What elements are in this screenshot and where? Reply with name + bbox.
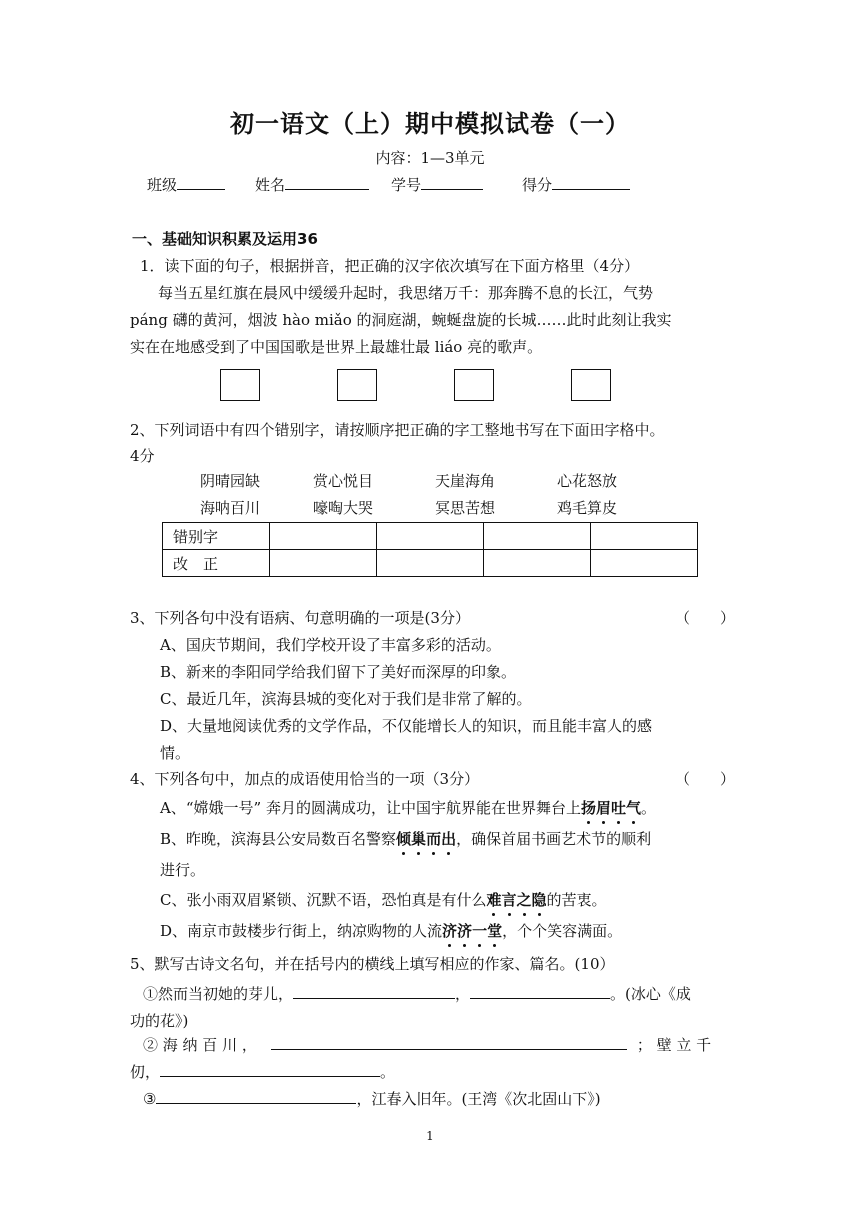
line-text: ③ [143,1090,157,1108]
row-label: 改 正 [163,550,270,577]
q5-line1 [143,983,691,1004]
option-text: ，确保首届书画艺术节的顺利 [456,830,652,848]
correction-table [162,522,698,577]
answer-cell[interactable] [484,523,591,550]
option-text: 的苦衷。 [546,891,607,909]
dotted-char: 吐 [610,799,626,817]
q1-stem: 1．读下面的句子，根据拼音，把正确的汉字依次填写在下面方格里（4分） [140,257,640,275]
q3-stem: 3、下列各句中没有语病、句意明确的一项是(3分） [130,609,470,627]
name-label: 姓名 [255,176,286,194]
dotted-char: 扬 [580,799,596,817]
word-item: 赏心悦目 [313,472,374,490]
q4-option-b-cont: 进行。 [160,861,206,879]
dotted-char: 巢 [411,830,427,848]
dotted-char: 出 [441,830,457,848]
q5-line2-cont [130,1061,395,1082]
answer-box-3[interactable] [454,369,494,401]
q2-stem: 2、下列词语中有四个错别字，请按顺序把正确的字工整地书写在下面田字格中。 [130,421,665,439]
answer-box-2[interactable] [337,369,377,401]
option-text: ，个个笑容满面。 [502,922,623,940]
dotted-char: 隐 [531,891,547,909]
line-text: 。(冰心《成 [610,985,691,1003]
q4-option-d [160,920,622,941]
answer-cell[interactable] [484,550,591,577]
q5-line2 [143,1034,711,1055]
class-blank [177,174,225,190]
fill-blank[interactable] [271,1034,627,1050]
student-id-field [391,174,483,195]
dotted-char: 济 [442,922,458,940]
option-text: A、“嫦娥一号” 奔月的圆满成功，让中国宇航界能在世界舞台上 [160,799,581,817]
dotted-char: 言 [501,891,517,909]
name-field [255,174,369,195]
word-item: 阴晴园缺 [200,472,261,490]
q4-option-c [160,889,607,910]
option-text: 。 [641,799,657,817]
score-field [522,174,630,195]
q2-stem-points: 4分 [130,447,155,465]
line-text: ①然而当初她的芽儿， [143,985,294,1003]
dotted-char: 堂 [487,922,503,940]
dotted-char: 难 [486,891,502,909]
line-text: ， [455,985,471,1003]
dotted-char: 气 [626,799,642,817]
page-subtitle: 内容：1—3单元 [375,149,485,167]
option-text: C、张小雨双眉紧锁、沉默不语，恐怕真是有什么 [160,891,487,909]
answer-box-4[interactable] [571,369,611,401]
answer-cell[interactable] [591,523,698,550]
word-item: 鸡毛算皮 [557,499,618,517]
fill-blank[interactable] [470,983,610,999]
q1-text-line2: páng 礴的黄河，烟波 hào miǎo 的洞庭湖，蜿蜒盘旋的长城……此时此刻让我实 [130,311,672,329]
class-label: 班级 [147,176,178,194]
line-text: 。 [380,1063,396,1081]
section-heading: 一、基础知识积累及运用36 [132,230,318,248]
line-text: ，江春入旧年。(王湾《次北固山下》) [356,1090,601,1108]
q3-option-b: B、新来的李阳同学给我们留下了美好而深厚的印象。 [160,663,517,681]
fill-blank[interactable] [156,1088,356,1104]
word-item: 海呐百川 [200,499,261,517]
fill-blank[interactable] [160,1061,380,1077]
q4-option-b [160,828,651,849]
line-text: ； 壁 立 千 [636,1036,712,1054]
table-row [163,550,698,577]
dotted-char: 济 [457,922,473,940]
page-number: 1 [426,1129,434,1143]
answer-cell[interactable] [270,523,377,550]
student-id-label: 学号 [391,176,422,194]
line-text: 仞， [130,1063,161,1081]
q5-line1-cont: 功的花》) [130,1012,189,1030]
word-item: 冥思苦想 [435,499,496,517]
score-blank [552,174,630,190]
row-label: 错别字 [163,523,270,550]
answer-cell[interactable] [591,550,698,577]
word-item: 嚎啕大哭 [313,499,374,517]
q4-option-a [160,797,656,818]
dotted-char: 倾 [396,830,412,848]
page-title: 初一语文（上）期中模拟试卷（一） [230,109,630,138]
answer-cell[interactable] [377,550,484,577]
q3-answer-paren[interactable]: （ ） [674,609,735,627]
q3-option-d-cont: 情。 [160,744,191,762]
dotted-char: 眉 [595,799,611,817]
line-text: ② 海 纳 百 川 ， [143,1036,257,1054]
dotted-char: 而 [426,830,442,848]
student-id-blank [421,174,483,190]
answer-cell[interactable] [377,523,484,550]
score-label: 得分 [522,176,553,194]
option-text: B、昨晚，滨海县公安局数百名警察 [160,830,397,848]
q1-text-line1: 每当五星红旗在晨风中缓缓升起时，我思绪万千：那奔腾不息的长江，气势 [158,284,654,302]
option-text: D、南京市鼓楼步行街上，纳凉购物的人流 [160,922,443,940]
answer-cell[interactable] [270,550,377,577]
q5-stem: 5、默写古诗文名句，并在括号内的横线上填写相应的作家、篇名。(10） [130,955,615,973]
q4-stem: 4、下列各句中，加点的成语使用恰当的一项（3分） [130,770,480,788]
name-blank [285,174,369,190]
table-row [163,523,698,550]
dotted-char: 一 [472,922,488,940]
class-field [147,174,225,195]
q3-option-a: A、国庆节期间，我们学校开设了丰富多彩的活动。 [160,636,501,654]
word-item: 心花怒放 [557,472,618,490]
q3-option-c: C、最近几年，滨海县城的变化对于我们是非常了解的。 [160,690,532,708]
dotted-char: 之 [516,891,532,909]
word-item: 天崖海角 [435,472,496,490]
q5-line3 [143,1088,601,1109]
q1-text-line3: 实在在地感受到了中国国歌是世界上最雄壮最 liáo 亮的歌声。 [130,338,543,356]
answer-box-1[interactable] [220,369,260,401]
q4-answer-paren[interactable]: （ ） [674,770,735,788]
fill-blank[interactable] [293,983,455,999]
q3-option-d: D、大量地阅读优秀的文学作品，不仅能增长人的知识，而且能丰富人的感 [160,717,653,735]
